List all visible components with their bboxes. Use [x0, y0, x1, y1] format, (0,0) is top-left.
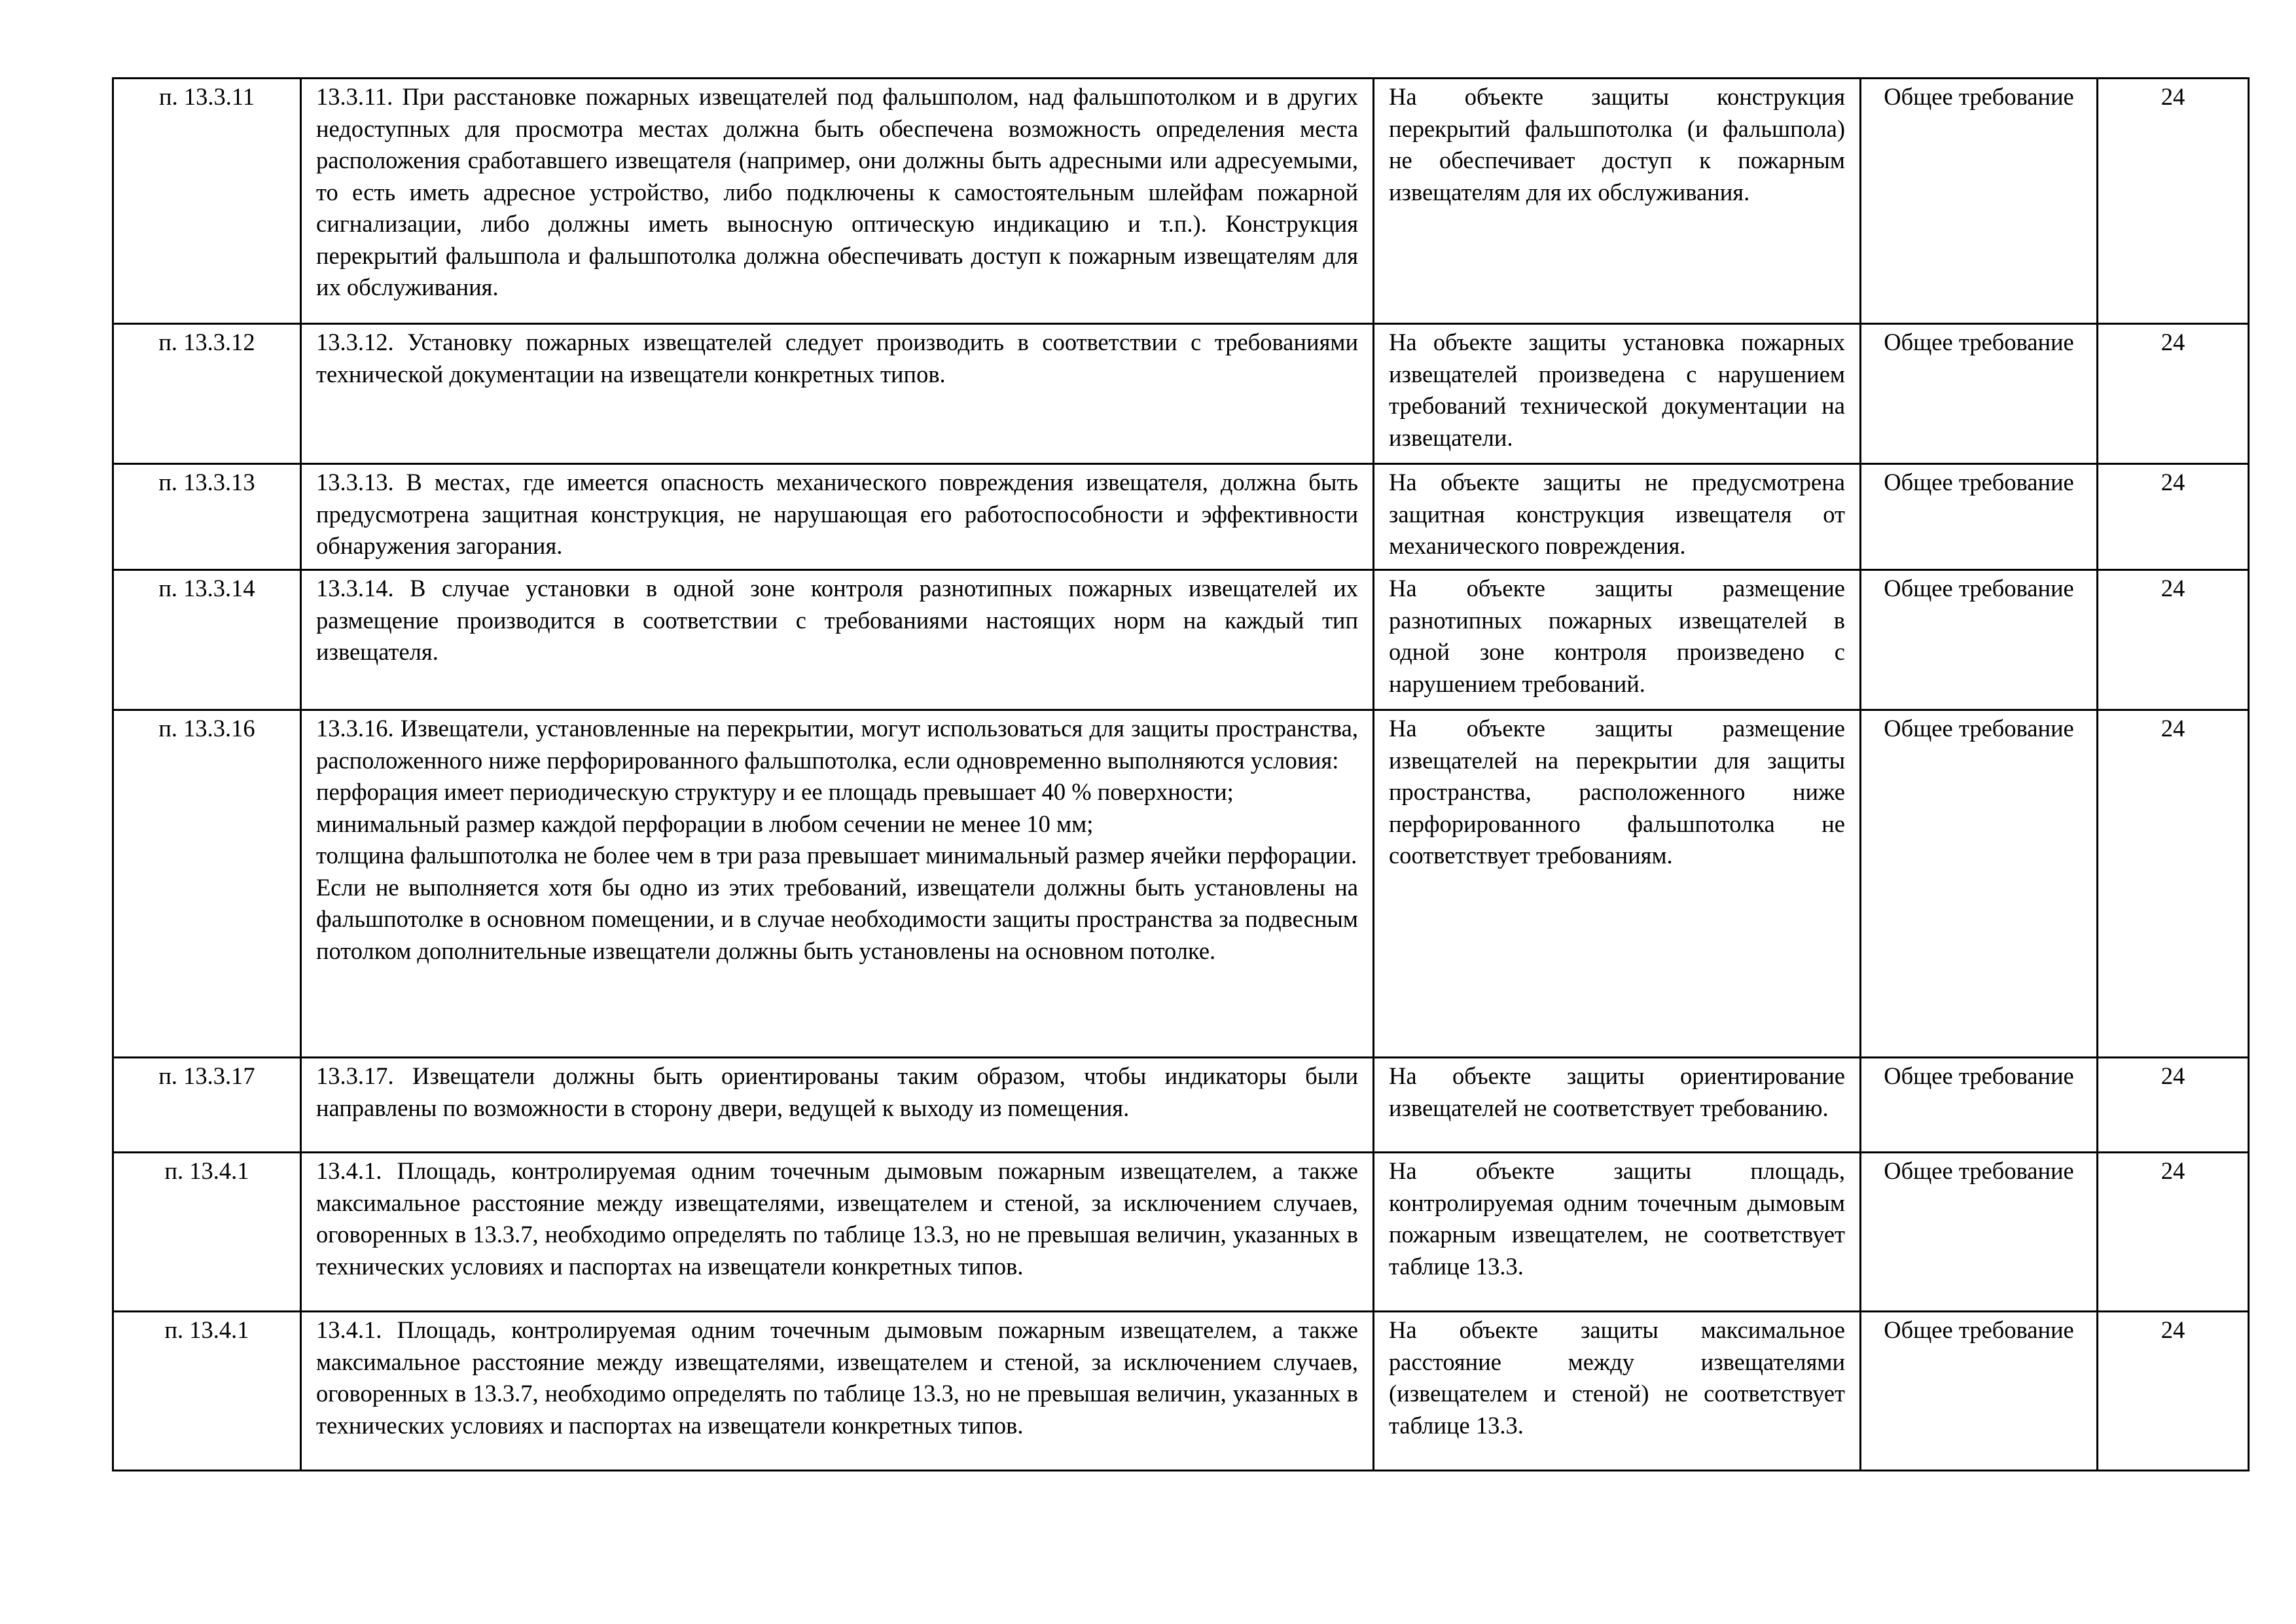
requirement-text: 13.3.11. При расстановке пожарных извещателей под фальшполом, над фальшпотолком и в других недоступных для просмотра местах должна быть обеспечена возможность определения места расположения сработавшего извещателя (например, они должны быть адресными или адресуемыми, то есть иметь адресное устройство, либо подключены к самостоятельным шлейфам пожарной сигнализации, либо должны иметь выносную оптическую индикацию и т.п.). Конструкция перекрытий фальшпола и фальшпотолка должна обеспечивать доступ к пожарным извещателям для их обслуживания. — [301, 79, 1374, 324]
requirement-text: 13.4.1. Площадь, контролируемая одним точечным дымовым пожарным извещателем, а также максимальное расстояние между извещателями, извещателем и стеной, за исключением случаев, оговоренных в 13.3.7, необходимо определять по таблице 13.3, но не превышая величин, указанных в технических условиях и паспортах на извещатели конкретных типов. — [301, 1312, 1374, 1471]
violation-text: На объекте защиты максимальное расстояние между извещателями (извещателем и стеной) не соответствует таблице 13.3. — [1374, 1312, 1861, 1471]
requirement-text: 13.3.12. Установку пожарных извещателей следует производить в соответствии с требованиями технической документации на извещатели конкретных типов. — [301, 324, 1374, 464]
amount-value: 24 — [2098, 324, 2249, 464]
requirement-text-body: 13.3.16. Извещатели, установленные на перекрытии, могут использоваться для защиты пространства, расположенного ниже перфорированного фальшпотолка, если одновременно выполняются условия: перфорация имеет периодическую структуру и ее площадь превышает 40 % поверхности; минимальный размер каждой перфорации в любом сечении не менее 10 мм; толщина фальшпотолка не более чем в три раза превышает минимальный размер ячейки перфорации. Если не выполняется хотя бы одно из этих требований, извещатели должны быть установлены на фальшпотолке в основном помещении, и в случае необходимости защиты пространства за подвесным потолком дополнительные извещатели должны быть установлены на основном потолке. — [316, 715, 1358, 964]
requirement-type: Общее требование — [1861, 324, 2098, 464]
amount-value: 24 — [2098, 464, 2249, 570]
violation-text: На объекте защиты установка пожарных извещателей произведена с нарушением требований технической документации на извещатели. — [1374, 324, 1861, 464]
violation-text: На объекте защиты конструкция перекрытий фальшпотолка (и фальшпола) не обеспечивает доступ к пожарным извещателям для их обслуживания. — [1374, 79, 1861, 324]
clause-reference: п. 13.3.13 — [113, 464, 301, 570]
requirement-type: Общее требование — [1861, 710, 2098, 1058]
clause-reference: п. 13.3.16 — [113, 710, 301, 1058]
clause-reference: п. 13.4.1 — [113, 1312, 301, 1471]
violation-text: На объекте защиты площадь, контролируемая одним точечным дымовым пожарным извещателем, не соответствует таблице 13.3. — [1374, 1153, 1861, 1312]
clause-reference: п. 13.4.1 — [113, 1153, 301, 1312]
table-row — [113, 1312, 2249, 1471]
clause-reference: п. 13.3.11 — [113, 79, 301, 324]
requirement-text: 13.3.13. В местах, где имеется опасность механического повреждения извещателя, должна быть предусмотрена защитная конструкция, не нарушающая его работоспособности и эффективности обнаружения загорания. — [301, 464, 1374, 570]
amount-value: 24 — [2098, 79, 2249, 324]
requirements-table — [112, 77, 2250, 1471]
violation-text: На объекте защиты ориентирование извещателей не соответствует требованию. — [1374, 1058, 1861, 1153]
clause-reference: п. 13.3.14 — [113, 570, 301, 710]
table-row — [113, 324, 2249, 464]
requirement-type: Общее требование — [1861, 464, 2098, 570]
requirement-text — [301, 710, 1374, 1058]
violation-text: На объекте защиты размещение извещателей на перекрытии для защиты пространства, расположенного ниже перфорированного фальшпотолка не соответствует требованиям. — [1374, 710, 1861, 1058]
table-row — [113, 1153, 2249, 1312]
requirement-text: 13.3.17. Извещатели должны быть ориентированы таким образом, чтобы индикаторы были направлены по возможности в сторону двери, ведущей к выходу из помещения. — [301, 1058, 1374, 1153]
amount-value: 24 — [2098, 1153, 2249, 1312]
violation-text: На объекте защиты размещение разнотипных пожарных извещателей в одной зоне контроля произведено с нарушением требований. — [1374, 570, 1861, 710]
requirement-text: 13.4.1. Площадь, контролируемая одним точечным дымовым пожарным извещателем, а также максимальное расстояние между извещателями, извещателем и стеной, за исключением случаев, оговоренных в 13.3.7, необходимо определять по таблице 13.3, но не превышая величин, указанных в технических условиях и паспортах на извещатели конкретных типов. — [301, 1153, 1374, 1312]
requirement-type: Общее требование — [1861, 79, 2098, 324]
requirement-type: Общее требование — [1861, 1153, 2098, 1312]
violation-text: На объекте защиты не предусмотрена защитная конструкция извещателя от механического повреждения. — [1374, 464, 1861, 570]
requirement-type: Общее требование — [1861, 570, 2098, 710]
clause-reference: п. 13.3.17 — [113, 1058, 301, 1153]
requirement-text: 13.3.14. В случае установки в одной зоне контроля разнотипных пожарных извещателей их размещение производится в соответствии с требованиями настоящих норм на каждый тип извещателя. — [301, 570, 1374, 710]
table-row — [113, 710, 2249, 1058]
table-row — [113, 79, 2249, 324]
table-row — [113, 464, 2249, 570]
amount-value: 24 — [2098, 1058, 2249, 1153]
amount-value: 24 — [2098, 570, 2249, 710]
table-row — [113, 1058, 2249, 1153]
requirement-type: Общее требование — [1861, 1312, 2098, 1471]
requirement-type: Общее требование — [1861, 1058, 2098, 1153]
table-row — [113, 570, 2249, 710]
amount-value: 24 — [2098, 710, 2249, 1058]
amount-value: 24 — [2098, 1312, 2249, 1471]
clause-reference: п. 13.3.12 — [113, 324, 301, 464]
